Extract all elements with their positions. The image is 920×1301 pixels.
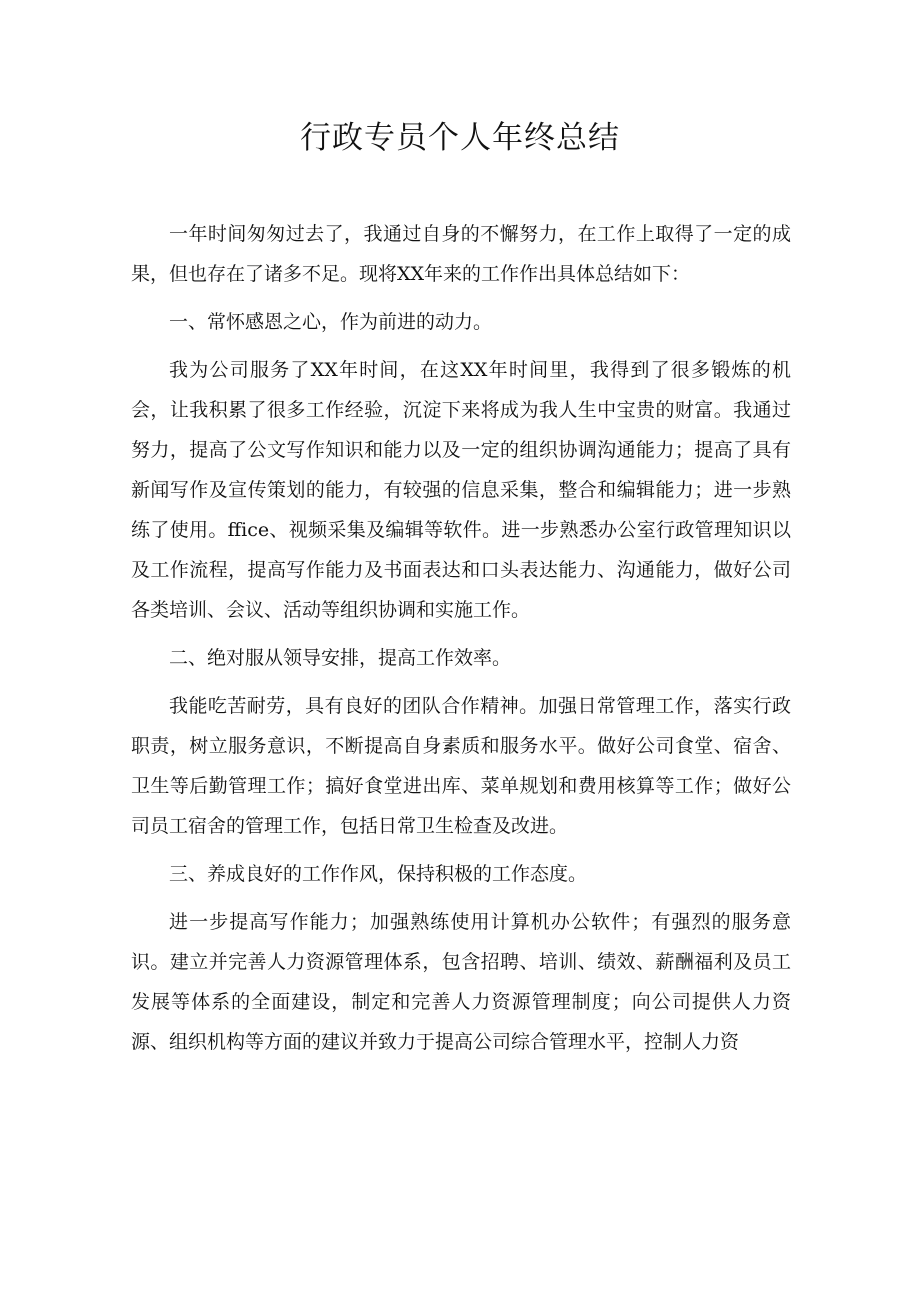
document-body	[131, 214, 791, 1070]
heading-section-1: 一、常怀感恩之心，作为前进的动力。	[169, 311, 493, 333]
paragraph-section-1: 我为公司服务了XX年时间，在这XX年时间里，我得到了很多锻炼的机会，让我积累了很多工作经验，沉淀下来将成为我人生中宝贵的财富。我通过努力，提高了公文写作知识和能力以及一定的组织协调沟通能力；提高了具有新闻写作及宣传策划的能力，有较强的信息采集，整合和编辑能力；进一步熟练了使用。ffice、视频采集及编辑等软件。进一步熟悉办公室行政管理知识以及工作流程，提高写作能力及书面表达和口头表达能力、沟通能力，做好公司各类培训、会议、活动等组织协调和实施工作。	[131, 359, 791, 621]
paragraph-section-3: 进一步提高写作能力；加强熟练使用计算机办公软件；有强烈的服务意识。建立并完善人力资源管理体系，包含招聘、培训、绩效、薪酬福利及员工发展等体系的全面建设，制定和完善人力资源管理制度；向公司提供人力资源、组织机构等方面的建议并致力于提高公司综合管理水平，控制人力资	[131, 911, 791, 1053]
paragraph-intro: 一年时间匆匆过去了，我通过自身的不懈努力，在工作上取得了一定的成果，但也存在了诸多不足。现将XX年来的工作作出具体总结如下：	[131, 223, 791, 285]
heading-section-2: 二、绝对服从领导安排，提高工作效率。	[169, 647, 512, 669]
paragraph-section-2: 我能吃苦耐劳，具有良好的团队合作精神。加强日常管理工作，落实行政职责，树立服务意识，不断提高自身素质和服务水平。做好公司食堂、宿舍、卫生等后勤管理工作；搞好食堂进出库、菜单规划和费用核算等工作；做好公司员工宿舍的管理工作，包括日常卫生检查及改进。	[131, 695, 791, 837]
heading-section-3: 三、养成良好的工作作风，保持积极的工作态度。	[169, 863, 588, 885]
document-title: 行政专员个人年终总结	[300, 120, 620, 156]
